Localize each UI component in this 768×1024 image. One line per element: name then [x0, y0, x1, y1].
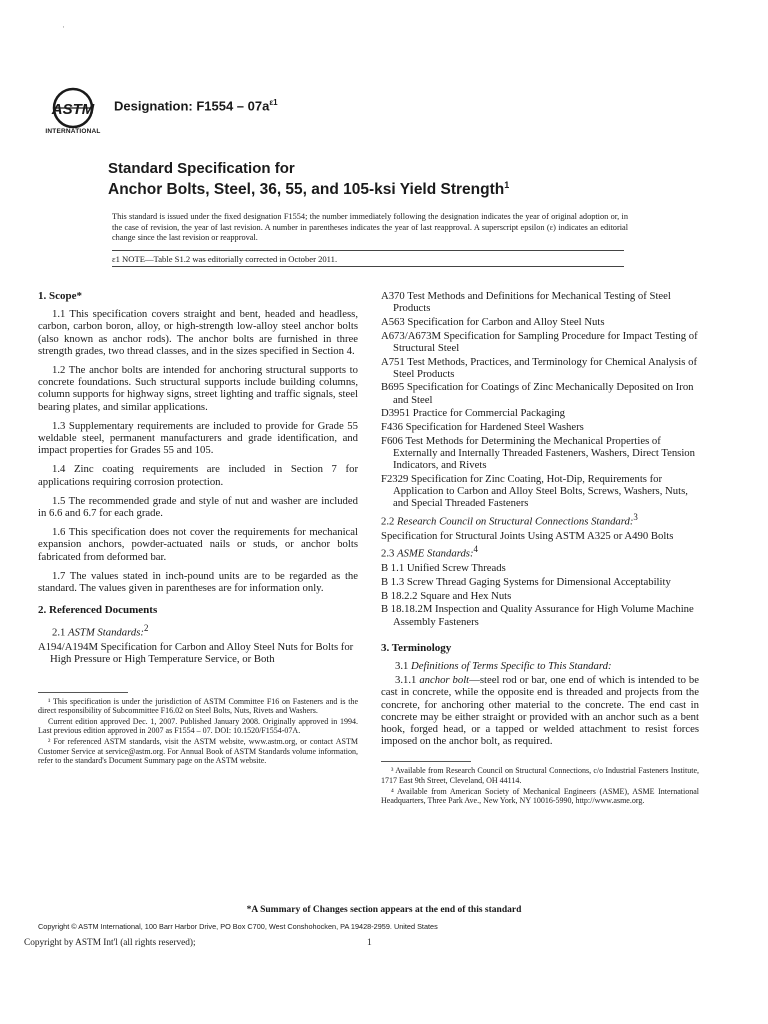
reference-item: D3951 Practice for Commercial Packaging: [381, 407, 566, 420]
reference-item: B 18.2.2 Square and Hex Nuts: [381, 589, 512, 602]
title-sup: 1: [504, 180, 510, 190]
asme-sup: 4: [473, 544, 478, 555]
rcsc-sup: 3: [633, 511, 638, 522]
asme-num: 2.3: [381, 547, 395, 560]
svg-text:ASTM: ASTM: [51, 101, 95, 118]
reference-item: A563 Specification for Carbon and Alloy Steel Nuts: [381, 315, 605, 328]
terminology-heading: 3. Terminology: [381, 641, 452, 654]
scope-para-1-7: 1.7 The values stated in inch-pound units are to be regarded as the standard. The values given in parentheses are for information only.: [38, 569, 358, 595]
footnote-2: ² For referenced ASTM standards, visit the ASTM website, www.astm.org, or contact ASTM Customer Service at service@astm.org. For Annual Book of ASTM Standards volume information, refer to the standard's Document Summary page on the ASTM website.: [38, 737, 358, 766]
editorial-note: ε1 NOTE—Table S1.2 was editorially corrected in October 2011.: [112, 250, 624, 267]
footnote-3: ³ Available from Research Council on Structural Connections, c/o Industrial Fasteners Institute, 1717 East 9th Street, Cleveland, OH 44114.: [381, 766, 699, 785]
def-label: Definitions of Terms Specific to This Standard:: [411, 659, 612, 672]
logo-subtitle: INTERNATIONAL: [45, 128, 101, 135]
scope-para-1-4: 1.4 Zinc coating requirements are included in Section 7 for applications requiring corrosion protection.: [38, 463, 358, 488]
title-main: Anchor Bolts, Steel, 36, 55, and 105-ksi Yield Strength: [108, 181, 505, 199]
asme-subheading: [381, 543, 699, 560]
astm-logo-icon: [40, 86, 106, 130]
title-line-1: Standard Specification for: [108, 160, 295, 177]
reference-item: B 1.3 Screw Thread Gaging Systems for Dimensional Acceptability: [381, 575, 671, 588]
footnote-1: ¹ This specification is under the jurisdiction of ASTM Committee F16 on Fasteners and is the direct responsibility of Subcommittee F16.02 on Steel Bolts, Nuts, Rivets and Washers.: [38, 696, 358, 716]
scope-para-1-5: 1.5 The recommended grade and style of nut and washer are included in 6.6 and 6.7 for each grade.: [38, 494, 358, 520]
definitions-subheading: [381, 660, 699, 672]
reference-item: A194/A194M Specification for Carbon and Alloy Steel Nuts for Bolts for High Pressure or High Temperature Service, or Both: [38, 641, 354, 666]
copyright-line: Copyright © ASTM International, 100 Barr Harbor Drive, PO Box C700, West Conshohocken, PA 19428-2959. United States: [38, 922, 438, 931]
scope-heading: 1. Scope*: [38, 290, 82, 302]
designation: [114, 98, 278, 113]
designation-label: Designation: F1554 – 07a: [114, 98, 270, 114]
footnote-4: ⁴ Available from American Society of Mechanical Engineers (ASME), ASME International Headquarters, Three Park Ave., New York, NY 10016-5990, http://www.asme.org.: [381, 786, 699, 806]
footnote-1-edition: Current edition approved Dec. 1, 2007. Published January 2008. Originally approved in 1994. Last previous edition approved in 2007 as F1554 – 07. DOI: 10.1520/F1554-07A.: [38, 716, 358, 736]
issued-statement: This standard is issued under the fixed designation F1554; the number immediately following the designation indicates the year of original adoption or, in the case of revision, the year of last revision. A number in parentheses indicates the year of last reapproval. A superscript epsilon (ε) indicates an editorial change since the last revision or reapproval.: [112, 212, 628, 242]
reference-item: F436 Specification for Hardened Steel Washers: [381, 421, 584, 434]
left-column: [38, 290, 358, 767]
scope-para-1-6: 1.6 This specification does not cover the requirements for mechanical expansion anchors, powder-actuated nails or studs, or anchor bolts fabricated from deformed bar.: [38, 526, 358, 563]
scan-mark: ·: [62, 22, 65, 32]
copyright-bottom: Copyright by ASTM Int'l (all rights reserved);: [24, 938, 196, 948]
scope-para-1-1: 1.1 This specification covers straight and bent, headed and headless, carbon, carbon boron, alloy, or high-strength low-alloy steel anchor bolts (also known as anchor rods). The anchor bolts are furnished in three strength grades, two thread classes, and in the sizes specified in Section 4.: [38, 308, 358, 357]
reference-item: Specification for Structural Joints Using ASTM A325 or A490 Bolts: [381, 529, 674, 542]
reference-item: B695 Specification for Coatings of Zinc Mechanically Deposited on Iron and Steel: [381, 381, 694, 406]
def-term-num: 3.1.1: [395, 674, 417, 687]
right-column: [381, 290, 699, 807]
reference-item: F606 Test Methods for Determining the Mechanical Properties of Externally and Internally Threaded Fasteners, Washers, Direct Tension Indicators, and Rivets: [381, 434, 695, 472]
refdocs-heading: 2. Referenced Documents: [38, 604, 158, 617]
reference-item: A370 Test Methods and Definitions for Mechanical Testing of Steel Products: [381, 290, 671, 315]
reference-item: B 1.1 Unified Screw Threads: [381, 562, 506, 575]
astm-logo: [40, 86, 106, 140]
rcsc-num: 2.2: [381, 515, 395, 528]
definition-anchor-bolt: [381, 674, 699, 747]
footnote-rule: [38, 692, 128, 693]
designation-sup: ε1: [269, 98, 278, 107]
rcsc-label: Research Council on Structural Connections Standard:: [397, 515, 634, 528]
reference-item: B 18.18.2M Inspection and Quality Assurance for High Volume Machine Assembly Fasteners: [381, 603, 694, 628]
page-number: 1: [367, 938, 372, 948]
scope-para-1-2: 1.2 The anchor bolts are intended for anchoring structural supports to concrete foundations. Such structural supports include building columns, column supports for highway signs, street lighting and traffic signals, steel bearing plates, and similar applications.: [38, 364, 358, 413]
scope-para-1-3: 1.3 Supplementary requirements are included to provide for Grade 55 weldable steel, permanent manufacturers and grade identification, and impact properties for Grades 55 and 105.: [38, 419, 358, 457]
reference-item: A673/A673M Specification for Sampling Procedure for Impact Testing of Structural Steel: [381, 329, 698, 354]
astm-standards-subheading: [38, 622, 358, 639]
reference-item: A751 Test Methods, Practices, and Terminology for Chemical Analysis of Steel Products: [381, 355, 698, 380]
def-text: —steel rod or bar, one end of which is intended to be cast in concrete, while the opposite end is threaded and projects from the concrete, for anchoring other material to the concrete. The end cast in concrete may be either straight or provided with an anchor such as a bent hook, forged head, or a tapped or welded attachment to resist forces imposed on the anchor bolt, as required.: [381, 674, 699, 748]
summary-of-changes-note: *A Summary of Changes section appears at the end of this standard: [246, 905, 522, 915]
def-term: anchor bolt: [419, 674, 470, 687]
footnote-rule: [381, 761, 471, 762]
asme-label: ASME Standards:: [397, 547, 474, 560]
astm-sub-num: 2.1: [52, 627, 66, 640]
astm-sub-label: ASTM Standards:: [68, 627, 144, 640]
reference-item: F2329 Specification for Zinc Coating, Hot-Dip, Requirements for Application to Carbon and Alloy Steel Bolts, Screws, Washers, Nuts, and Special Threaded Fasteners: [381, 472, 688, 510]
title-line-2: [108, 180, 668, 199]
rcsc-subheading: [381, 511, 699, 528]
astm-sub-sup: 2: [143, 623, 149, 634]
def-num: 3.1: [395, 659, 409, 672]
title-block: [108, 160, 668, 199]
